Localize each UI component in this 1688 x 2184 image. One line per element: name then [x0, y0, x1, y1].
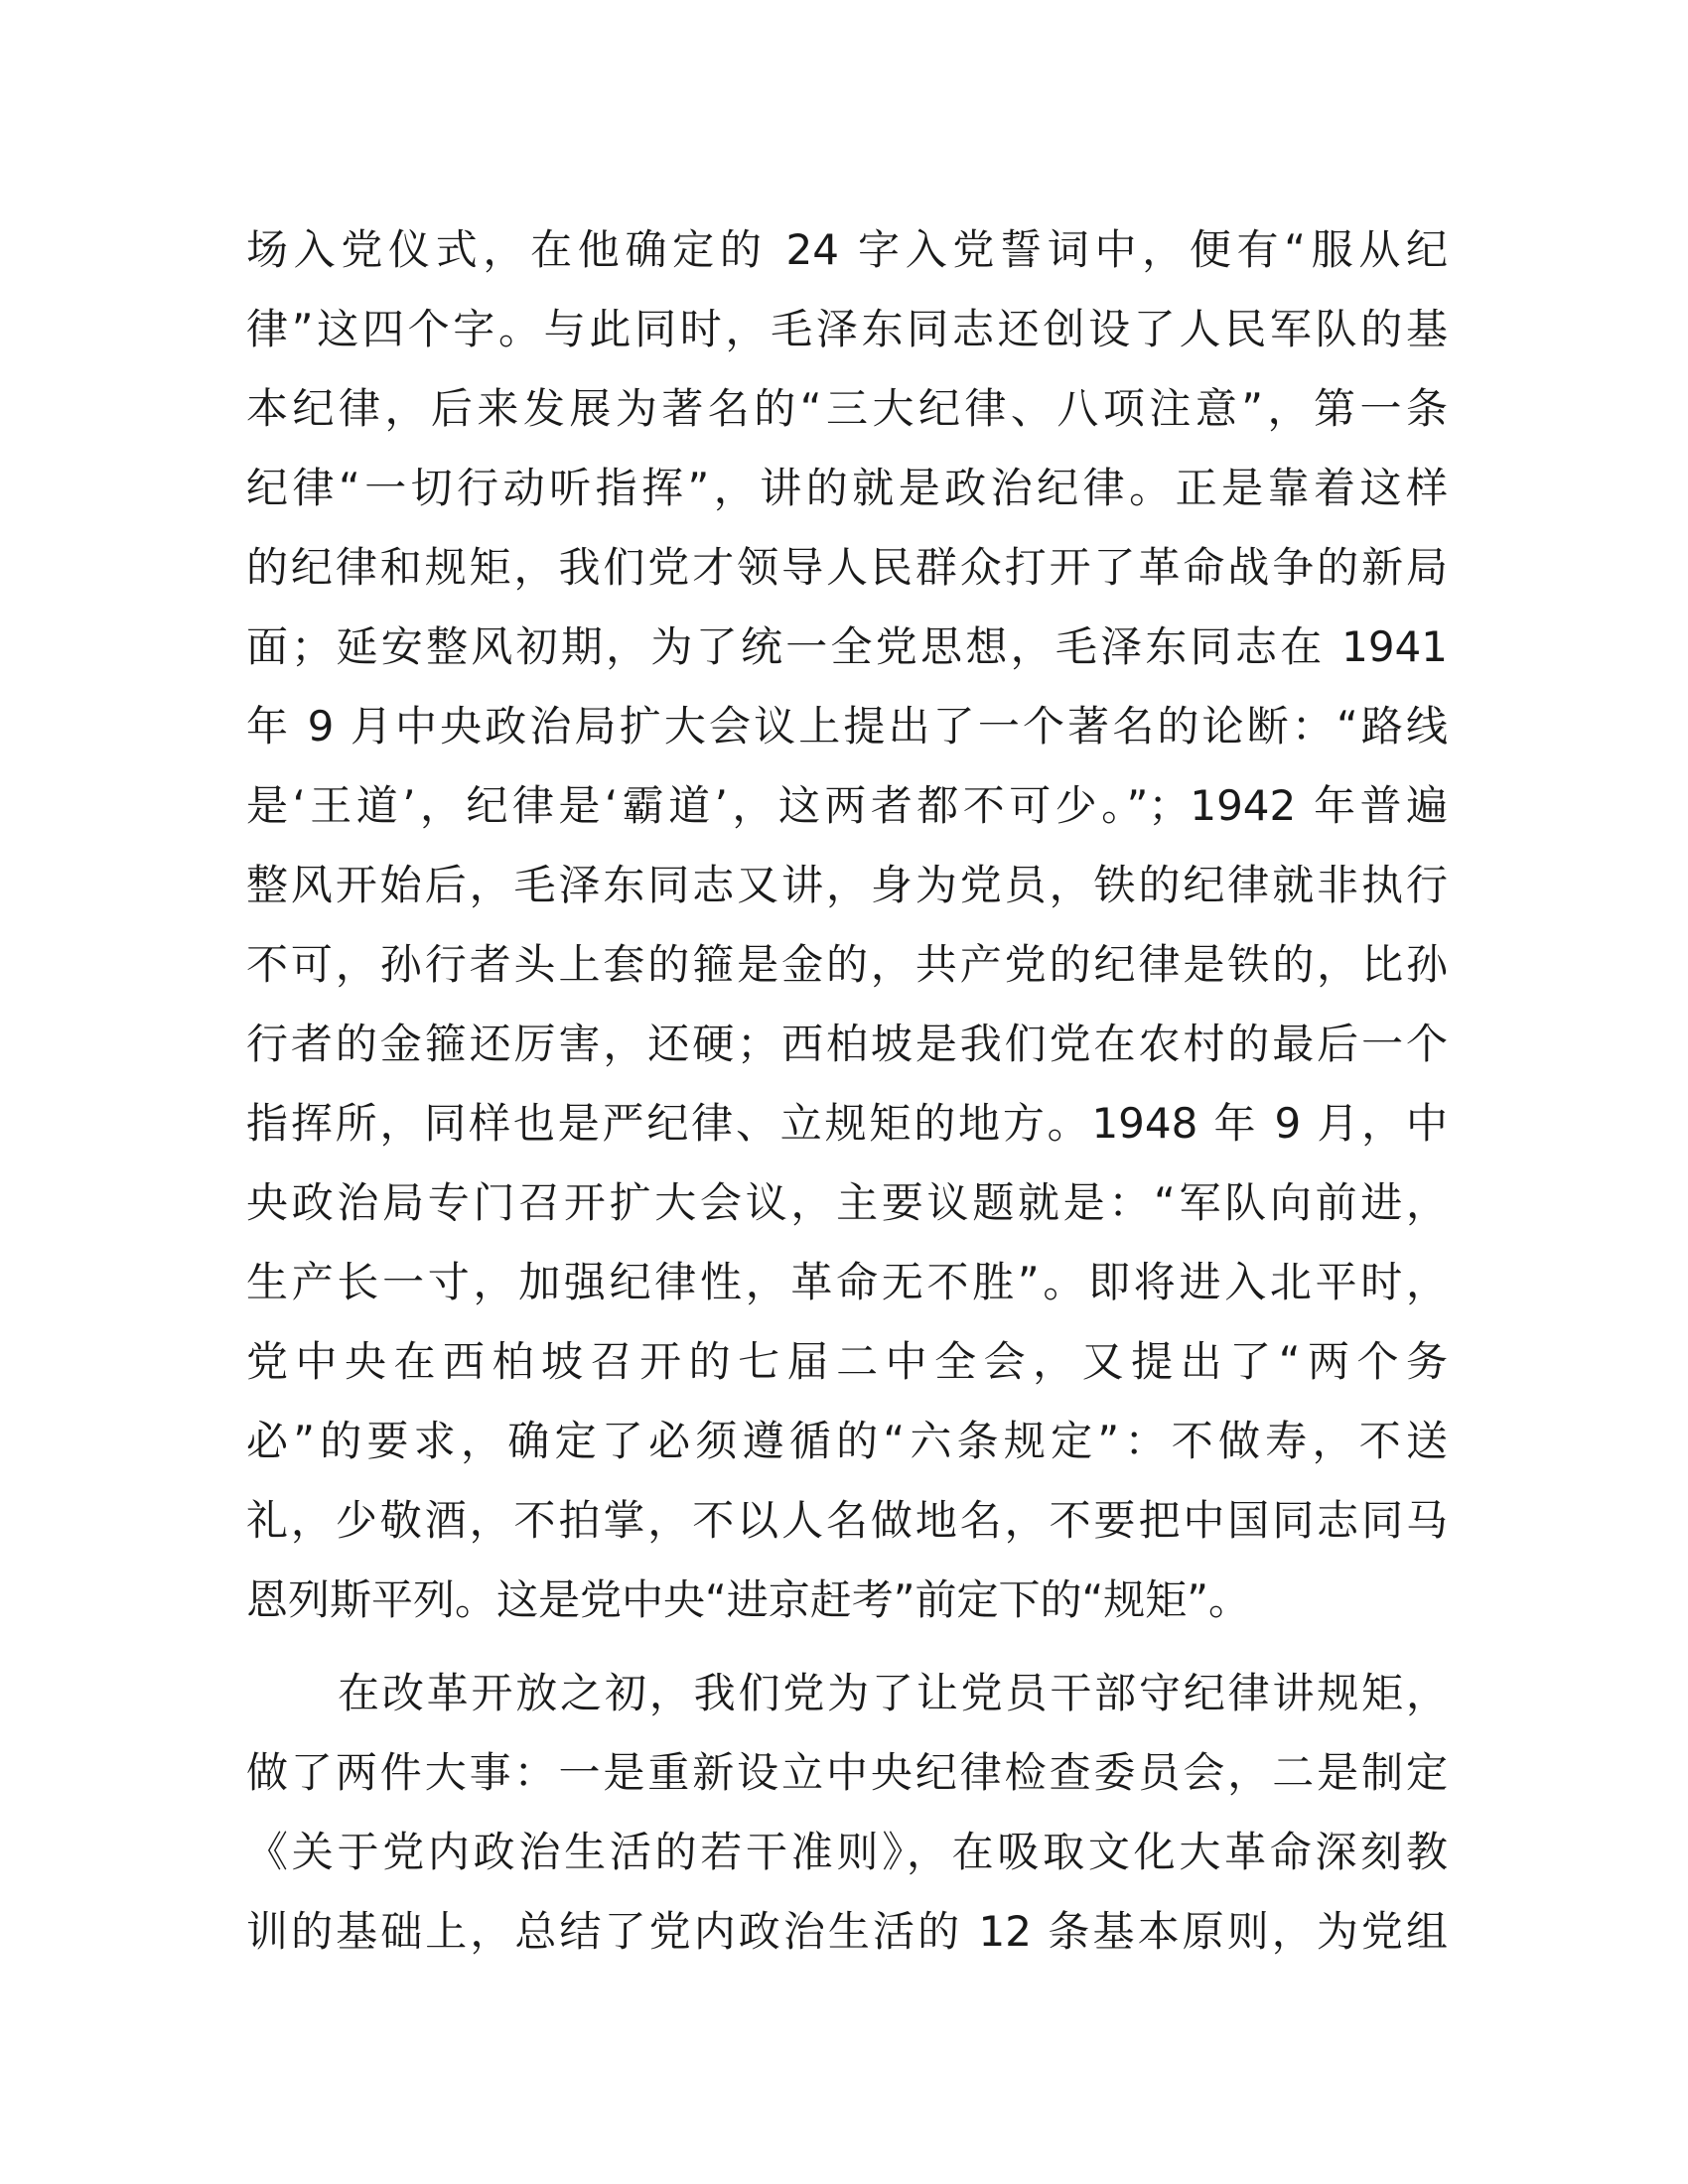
text-line: 党中央在西柏坡召开的七届二中全会，又提出了“两个务	[246, 1337, 1448, 1386]
paragraph-spacer	[246, 1640, 1448, 1654]
text-line: 本纪律，后来发展为著名的“三大纪律、八项注意”，第一条	[246, 384, 1448, 433]
text-line: 行者的金箍还厉害，还硬；西柏坡是我们党在农村的最后一个	[246, 1020, 1448, 1068]
text-line: 不可，孙行者头上套的箍是金的，共产党的纪律是铁的，比孙	[246, 940, 1448, 989]
text-line: 指挥所，同样也是严纪律、立规矩的地方。1948 年 9 月，中	[246, 1099, 1448, 1148]
text-line: 年 9 月中央政治局扩大会议上提出了一个著名的论断：“路线	[246, 702, 1448, 751]
text-line: 在改革开放之初，我们党为了让党员干部守纪律讲规矩，	[338, 1669, 1448, 1717]
text-line: 必”的要求，确定了必须遵循的“六条规定”：不做寿，不送	[246, 1417, 1448, 1465]
text-line: 场入党仪式，在他确定的 24 字入党誓词中，便有“服从纪	[246, 225, 1448, 274]
text-line: 礼，少敬酒，不拍掌，不以人名做地名，不要把中国同志同马	[246, 1496, 1448, 1545]
paragraph-2	[246, 1654, 1448, 1972]
body-text	[246, 210, 1448, 1972]
text-line: 面；延安整风初期，为了统一全党思想，毛泽东同志在 1941	[246, 622, 1448, 671]
text-line: 恩列斯平列。这是党中央“进京赶考”前定下的“规矩”。	[246, 1575, 1251, 1624]
text-line: 生产长一寸，加强纪律性，革命无不胜”。即将进入北平时，	[246, 1258, 1448, 1306]
text-line: 训的基础上，总结了党内政治生活的 12 条基本原则，为党组	[246, 1907, 1448, 1956]
text-line: 是‘王道’，纪律是‘霸道’，这两者都不可少。”；1942 年普遍	[246, 781, 1448, 830]
text-line: 纪律“一切行动听指挥”，讲的就是政治纪律。正是靠着这样	[246, 464, 1448, 512]
text-line: 整风开始后，毛泽东同志又讲，身为党员，铁的纪律就非执行	[246, 861, 1448, 909]
text-line: 律”这四个字。与此同时，毛泽东同志还创设了人民军队的基	[246, 305, 1448, 353]
paragraph-1	[246, 210, 1448, 1640]
text-line: 的纪律和规矩，我们党才领导人民群众打开了革命战争的新局	[246, 543, 1448, 592]
text-line: 做了两件大事：一是重新设立中央纪律检查委员会，二是制定	[246, 1748, 1448, 1797]
text-line: 央政治局专门召开扩大会议，主要议题就是：“军队向前进，	[246, 1178, 1448, 1227]
text-line: 《关于党内政治生活的若干准则》，在吸取文化大革命深刻教	[246, 1828, 1448, 1876]
